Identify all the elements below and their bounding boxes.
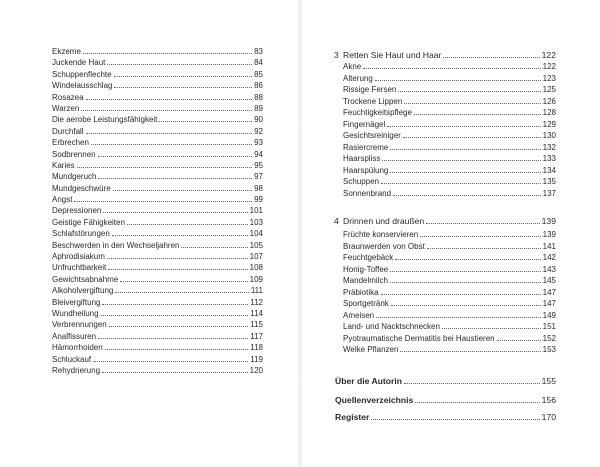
toc-entry bbox=[343, 229, 556, 241]
leader-dots bbox=[442, 321, 541, 329]
leader-dots bbox=[120, 274, 247, 282]
leader-dots bbox=[77, 160, 252, 168]
toc-entry bbox=[52, 251, 263, 262]
toc-entry-page: 94 bbox=[254, 149, 263, 159]
leader-dots bbox=[400, 344, 540, 352]
toc-entry-page: 120 bbox=[249, 365, 263, 375]
toc-entry-title: Trockene Lippen bbox=[343, 96, 403, 106]
toc-entry-title: Durchfall bbox=[52, 126, 84, 136]
leader-dots bbox=[114, 80, 252, 88]
toc-entry bbox=[343, 287, 556, 299]
toc-entry-page: 93 bbox=[254, 138, 263, 148]
toc-entry bbox=[343, 298, 556, 310]
toc-entry-page: 108 bbox=[249, 263, 263, 273]
toc-entry-page: 88 bbox=[254, 92, 263, 102]
section-3-number: 3 bbox=[334, 50, 339, 60]
toc-entry bbox=[52, 285, 263, 296]
leader-dots bbox=[109, 319, 249, 327]
section-3-heading bbox=[334, 49, 556, 61]
leader-dots bbox=[181, 240, 247, 248]
toc-entry-title: Rissige Fersen bbox=[343, 85, 397, 94]
leader-dots bbox=[86, 92, 253, 100]
section-4-page: 139 bbox=[541, 216, 556, 226]
toc-entry-page: 83 bbox=[254, 47, 263, 56]
toc-entry-page: 112 bbox=[250, 297, 263, 307]
section-4-entries bbox=[343, 229, 556, 356]
toc-entry-title: Land- und Nacktschnecken bbox=[343, 322, 440, 331]
leader-dots bbox=[415, 395, 539, 404]
leader-dots bbox=[393, 188, 541, 196]
toc-entry bbox=[343, 61, 556, 73]
toc-entry bbox=[52, 126, 263, 137]
toc-entry-page: 153 bbox=[542, 345, 556, 354]
leader-dots bbox=[363, 61, 540, 69]
toc-entry-page: 149 bbox=[542, 310, 556, 320]
toc-entry bbox=[52, 365, 263, 376]
leader-dots bbox=[127, 217, 248, 225]
section-3-entries bbox=[343, 61, 556, 199]
leader-dots bbox=[107, 57, 252, 65]
section-3-page: 122 bbox=[541, 50, 556, 60]
leader-dots bbox=[382, 153, 540, 161]
leader-dots bbox=[403, 130, 541, 138]
toc-entry-page: 139 bbox=[542, 230, 556, 239]
leader-dots bbox=[83, 46, 252, 54]
leader-dots bbox=[387, 119, 540, 127]
toc-entry-page: 145 bbox=[542, 276, 556, 285]
toc-entry bbox=[52, 274, 263, 285]
toc-entry-page: 134 bbox=[542, 165, 556, 175]
toc-entry bbox=[52, 217, 263, 228]
toc-entry-page: 109 bbox=[249, 274, 263, 284]
toc-entry bbox=[343, 107, 556, 119]
toc-entry-page: 90 bbox=[254, 115, 263, 125]
toc-entry-page: 126 bbox=[542, 96, 556, 106]
toc-entry-title: Haarspülung bbox=[343, 165, 389, 175]
toc-entry-title: Schuppen bbox=[343, 177, 380, 186]
toc-entry bbox=[343, 142, 556, 154]
toc-entry-title: Karies bbox=[52, 160, 75, 170]
leader-dots bbox=[404, 376, 540, 385]
toc-entry bbox=[52, 228, 263, 239]
back-matter-page: 170 bbox=[541, 412, 556, 422]
toc-entry bbox=[343, 84, 556, 96]
toc-entry-title: Alkoholvergiftung bbox=[52, 286, 114, 296]
toc-entry bbox=[343, 252, 556, 264]
toc-entry-title: Hämorrhoiden bbox=[52, 343, 103, 353]
leader-dots bbox=[390, 264, 540, 272]
toc-entry-title: Aphrodisiakum bbox=[52, 252, 105, 262]
leader-dots bbox=[426, 216, 539, 225]
leader-dots bbox=[381, 287, 541, 295]
back-matter-title: Register bbox=[335, 412, 370, 422]
toc-entry-title: Sodbrennen bbox=[52, 149, 96, 159]
toc-entry-page: 107 bbox=[249, 252, 263, 262]
toc-entry-title: Sportgetränk bbox=[343, 299, 389, 308]
leader-dots bbox=[74, 194, 252, 202]
toc-entry bbox=[52, 240, 263, 251]
leader-dots bbox=[86, 126, 253, 134]
toc-entry-title: Analfissuren bbox=[52, 331, 97, 341]
leader-dots bbox=[390, 142, 540, 150]
toc-entry-page: 97 bbox=[254, 172, 263, 182]
leader-dots bbox=[395, 252, 540, 260]
toc-entry-page: 123 bbox=[542, 73, 556, 83]
toc-entry bbox=[52, 183, 263, 194]
back-matter-about-author bbox=[335, 375, 556, 387]
toc-entry-page: 114 bbox=[250, 308, 263, 318]
toc-entry-title: Schlafstörungen bbox=[52, 229, 110, 239]
leader-dots bbox=[443, 50, 539, 59]
leader-dots bbox=[98, 331, 248, 339]
leader-dots bbox=[98, 171, 252, 179]
leader-dots bbox=[81, 103, 252, 111]
toc-entry-title: Mandelmilch bbox=[343, 276, 388, 285]
leader-dots bbox=[101, 308, 249, 316]
back-matter-page: 156 bbox=[541, 395, 556, 405]
toc-entry bbox=[52, 160, 263, 171]
toc-entry bbox=[52, 342, 263, 353]
toc-entry-title: Braunwerden von Obst bbox=[343, 241, 425, 251]
toc-entry-page: 115 bbox=[250, 320, 263, 330]
toc-entry-page: 142 bbox=[542, 253, 556, 262]
toc-entry bbox=[343, 165, 556, 177]
toc-entry-title: Ameisen bbox=[343, 310, 375, 320]
back-matter-index bbox=[335, 411, 556, 423]
toc-entry bbox=[343, 130, 556, 142]
toc-entry bbox=[343, 73, 556, 85]
back-matter-title: Quellenverzeichnis bbox=[335, 395, 414, 405]
toc-entry bbox=[343, 310, 556, 322]
toc-entry-title: Honig-Toffee bbox=[343, 264, 389, 274]
leader-dots bbox=[414, 107, 541, 115]
leader-dots bbox=[497, 333, 541, 341]
toc-entry bbox=[52, 205, 263, 216]
toc-entry bbox=[52, 354, 263, 365]
leader-dots bbox=[390, 165, 540, 173]
toc-entry bbox=[343, 96, 556, 108]
toc-entry-title: Beschwerden in den Wechseljahren bbox=[52, 240, 180, 250]
toc-entry-title: Gewichtsabnahme bbox=[52, 274, 119, 284]
leader-dots bbox=[91, 137, 252, 145]
toc-entry-page: 147 bbox=[542, 299, 556, 308]
toc-entry-page: 89 bbox=[254, 103, 263, 113]
section-4-heading bbox=[334, 215, 556, 227]
toc-entry bbox=[52, 149, 263, 160]
toc-entry-title: Bleivergiftung bbox=[52, 297, 101, 307]
toc-entry-title: Welke Pflanzen bbox=[343, 345, 399, 354]
toc-entry-page: 105 bbox=[249, 240, 263, 250]
toc-entry-title: Fingernägel bbox=[343, 119, 386, 129]
toc-entry-title: Die aerobe Leistungsfähigkeit bbox=[52, 115, 158, 125]
toc-entry-title: Akne bbox=[343, 62, 362, 71]
toc-entry bbox=[343, 321, 556, 333]
toc-entry bbox=[52, 69, 263, 80]
toc-entry-page: 98 bbox=[254, 183, 263, 193]
leader-dots bbox=[375, 73, 541, 81]
toc-entry-page: 135 bbox=[542, 177, 556, 186]
back-matter-title: Über die Autorin bbox=[335, 376, 402, 386]
toc-entry-title: Rasiercreme bbox=[343, 142, 389, 152]
toc-entry-title: Mundgeruch bbox=[52, 172, 97, 182]
toc-entry-title: Erbrechen bbox=[52, 138, 89, 148]
leader-dots bbox=[107, 251, 248, 259]
toc-entry-page: 84 bbox=[254, 58, 263, 68]
leader-dots bbox=[114, 69, 252, 77]
toc-entry-page: 129 bbox=[542, 119, 556, 129]
toc-entry bbox=[343, 333, 556, 345]
toc-entry-title: Angst bbox=[52, 195, 73, 205]
leader-dots bbox=[391, 298, 541, 306]
toc-entry-page: 119 bbox=[250, 354, 263, 364]
toc-entry-title: Verbrennungen bbox=[52, 320, 107, 330]
toc-entry-page: 147 bbox=[542, 287, 556, 297]
leader-dots bbox=[398, 84, 540, 92]
toc-entry-title: Schuppenflechte bbox=[52, 69, 112, 79]
toc-entry-title: Windelausschlag bbox=[52, 81, 113, 91]
toc-entry bbox=[52, 194, 263, 205]
leader-dots bbox=[113, 183, 252, 191]
toc-entry-page: 143 bbox=[542, 264, 556, 274]
toc-entry bbox=[52, 331, 263, 342]
left-toc-list bbox=[52, 46, 263, 376]
back-matter-page: 155 bbox=[541, 376, 556, 386]
toc-entry bbox=[52, 319, 263, 330]
toc-entry-page: 152 bbox=[542, 333, 556, 343]
leader-dots bbox=[103, 205, 247, 213]
toc-entry-title: Sonnenbrand bbox=[343, 188, 392, 198]
toc-entry-page: 132 bbox=[542, 142, 556, 152]
leader-dots bbox=[98, 149, 253, 157]
leader-dots bbox=[105, 342, 249, 350]
toc-entry-title: Mundgeschwüre bbox=[52, 183, 111, 193]
toc-entry-page: 111 bbox=[250, 286, 263, 296]
toc-entry bbox=[343, 153, 556, 165]
toc-entry-title: Wundheilung bbox=[52, 308, 99, 318]
toc-entry-page: 125 bbox=[542, 85, 556, 94]
toc-entry bbox=[52, 137, 263, 148]
toc-entry-title: Früchte konservieren bbox=[343, 230, 419, 239]
toc-entry-page: 117 bbox=[250, 331, 263, 341]
toc-entry-page: 130 bbox=[542, 131, 556, 140]
section-4-number: 4 bbox=[334, 216, 339, 226]
toc-entry-title: Rosazea bbox=[52, 92, 84, 102]
leader-dots bbox=[112, 228, 248, 236]
toc-entry bbox=[52, 57, 263, 68]
toc-entry-page: 86 bbox=[254, 81, 263, 91]
toc-entry bbox=[52, 103, 263, 114]
toc-entry-title: Juckende Haut bbox=[52, 58, 106, 68]
leader-dots bbox=[404, 96, 540, 104]
toc-entry-title: Feuchtgebäck bbox=[343, 253, 394, 262]
toc-entry-title: Alterung bbox=[343, 73, 373, 83]
toc-entry bbox=[52, 92, 263, 103]
toc-entry-title: Schluckauf bbox=[52, 354, 92, 364]
toc-entry bbox=[343, 119, 556, 131]
toc-entry-page: 118 bbox=[250, 343, 263, 353]
toc-entry-page: 103 bbox=[249, 217, 263, 227]
toc-entry-page: 104 bbox=[249, 229, 263, 239]
toc-entry-page: 92 bbox=[254, 126, 263, 136]
toc-entry-title: Gesichtsreiniger bbox=[343, 131, 401, 140]
toc-entry-title: Feuchtigkeitspflege bbox=[343, 108, 412, 117]
toc-entry bbox=[52, 297, 263, 308]
toc-entry-title: Geistige Fähigkeiten bbox=[52, 217, 125, 227]
toc-entry-title: Pyotraumatische Dermatitis bei Haustieren bbox=[343, 333, 495, 343]
leader-dots bbox=[371, 412, 539, 421]
toc-entry-page: 141 bbox=[542, 241, 556, 251]
toc-entry-page: 151 bbox=[542, 322, 556, 331]
toc-entry bbox=[343, 188, 556, 200]
toc-entry-page: 95 bbox=[254, 160, 263, 170]
back-matter-sources bbox=[335, 394, 556, 406]
toc-entry-page: 99 bbox=[254, 195, 263, 205]
toc-entry bbox=[52, 114, 263, 125]
toc-entry-title: Warzen bbox=[52, 103, 80, 113]
toc-entry bbox=[343, 241, 556, 253]
toc-entry-page: 137 bbox=[542, 188, 556, 198]
leader-dots bbox=[390, 275, 541, 283]
toc-entry-page: 85 bbox=[254, 69, 263, 79]
toc-entry bbox=[343, 344, 556, 356]
leader-dots bbox=[159, 114, 252, 122]
section-4-title: Drinnen und draußen bbox=[343, 216, 425, 226]
toc-entry-page: 128 bbox=[542, 108, 556, 117]
toc-entry bbox=[52, 308, 263, 319]
leader-dots bbox=[381, 176, 541, 184]
toc-entry bbox=[343, 264, 556, 276]
leader-dots bbox=[427, 241, 541, 249]
toc-entry-page: 133 bbox=[542, 154, 556, 163]
toc-entry-title: Rehydrierung bbox=[52, 365, 101, 375]
leader-dots bbox=[102, 297, 248, 305]
toc-entry-page: 101 bbox=[249, 206, 263, 216]
leader-dots bbox=[108, 262, 247, 270]
toc-entry bbox=[52, 262, 263, 273]
toc-entry bbox=[343, 275, 556, 287]
leader-dots bbox=[115, 285, 248, 293]
leader-dots bbox=[376, 310, 541, 318]
toc-entry-title: Depressionen bbox=[52, 206, 102, 216]
toc-entry bbox=[343, 176, 556, 188]
leader-dots bbox=[102, 365, 248, 373]
leader-dots bbox=[93, 354, 248, 362]
toc-entry bbox=[52, 46, 263, 57]
toc-entry-title: Ekzeme bbox=[52, 47, 81, 56]
leader-dots bbox=[420, 229, 540, 237]
toc-entry bbox=[52, 171, 263, 182]
section-3-title: Retten Sie Haut und Haar bbox=[343, 50, 442, 60]
toc-entry-title: Präbiotika bbox=[343, 287, 379, 297]
toc-entry-title: Haarspliss bbox=[343, 154, 381, 163]
toc-entry-title: Unfruchtbarkeit bbox=[52, 263, 107, 273]
toc-entry-page: 122 bbox=[542, 62, 556, 71]
toc-entry bbox=[52, 80, 263, 91]
